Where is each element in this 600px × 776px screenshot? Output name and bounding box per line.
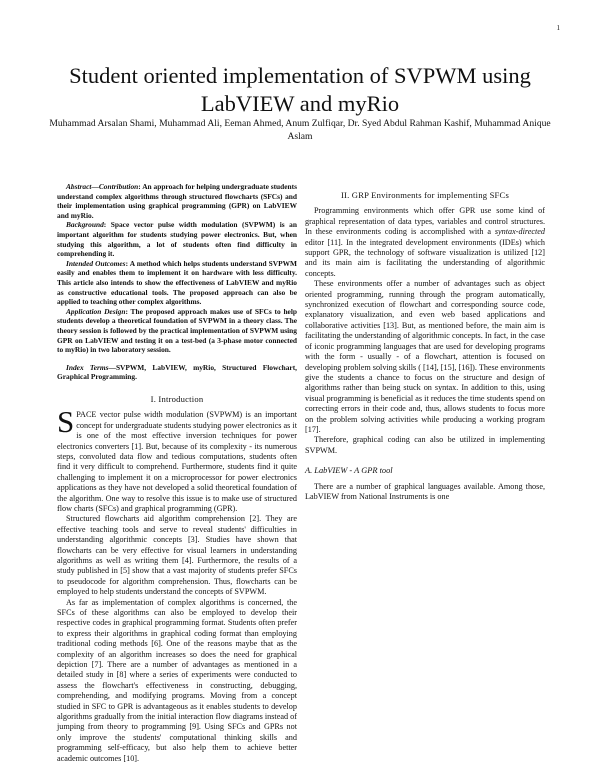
abstract — [57, 182, 297, 382]
outcomes-label: Intended Outcomes — [66, 258, 126, 268]
intro-paragraph-2: Structured flowcharts aid algorithm comprehension [2]. They are effective teaching tools and serve to reveal students' difficulties in understanding algorithmic concepts [3]. Studies have shown that flowcharts can be very effective for visual learners in understanding algorithms as well as writing them [4]. Furthermore, the results of a study published in [5] show that a vast majority of students prefer SFCs to pseudocode for algorithm comprehension. Thus, flowcharts can be employed to help students understand the concepts of SVPWM. — [57, 514, 297, 597]
paper-title: Student oriented implementation of SVPWM using LabVIEW and myRio — [69, 63, 531, 116]
index-terms: Index Terms—SVPWM, LabVIEW, myRio, Structured Flowchart, Graphical Programming. — [57, 362, 298, 382]
subsection-heading-labview: A. LabVIEW - A GPR tool — [305, 466, 393, 476]
author-list: Muhammad Arsalan Shami, Muhammad Ali, Eeman Ahmed, Anum Zulfiqar, Dr. Syed Abdul Rahman Kashif, Muhammad Anique Aslam — [49, 118, 551, 142]
abstract-contribution: Abstract—Contribution: An approach for helping undergraduate students understand complex algorithms through structured flowcharts (SFCs) and their implementation using graphical programming (GPR) on LabVIEW and myRio. — [57, 182, 297, 220]
drop-cap: S — [57, 404, 75, 440]
section-heading-introduction: I. Introduction — [150, 393, 204, 404]
abstract-label: Abstract—Contribution — [66, 182, 139, 191]
design-label: Application Design — [66, 306, 126, 316]
page-number: 1 — [556, 24, 560, 32]
abstract-design: Application Design: The proposed approach makes use of SFCs to help students develop a theoretical foundation of SVPWM in a theory class. The theory session is followed by the practical implementation of SVPWM using GPR on LabVIEW and testing it on a test-bed (a 3-phase motor connected to myRio) in two laboratory session. — [57, 306, 297, 355]
right-column — [305, 182, 545, 502]
left-column — [57, 182, 297, 764]
labview-paragraph-1: There are a number of graphical languages available. Among those, LabVIEW from National Instruments is one — [305, 481, 545, 501]
abstract-outcomes: Intended Outcomes: A method which helps students understand SVPWM easily and enables them to implement it on hardware with less difficulty. This article also intends to show the effectiveness of LabVIEW and myRio as constructive educational tools. The proposed approach can also be applied to teaching other complex algorithms. — [57, 258, 297, 307]
index-terms-label: Index Terms — [66, 362, 109, 372]
grp-paragraph-3: Therefore, graphical coding can also be utilized in implementing SVPWM. — [305, 435, 545, 455]
grp-paragraph-2: These environments offer a number of advantages such as object oriented programming, running through the program automatically, synchronized execution of flowchart and corresponding source code, explanatory visualization, and even web based applications and collaborative activities [13]. But, as mentioned before, the main aim is facilitating the understanding of algorithmic concepts. In fact, in the case of iconic programming languages that are used for developing programs with the form - usually - of a flowchart, attention is focused on developing problem solving skills ( [14], [15], [16]). These environments give the students a chance to focus on the structure and design of algorithms rather than being stuck on syntax. In addition to this, using visual programming is beneficial as it reduces the time students spend on correcting errors in their code and, thus, allows students to focus more on the problem solving activities while producing a working program [17]. — [305, 279, 545, 434]
background-label: Background — [66, 220, 104, 230]
intro-paragraph-1: SPACE vector pulse width modulation (SVPWM) is an important concept for undergraduate students studying power electronics as it is one of the most effective inversion techniques for power electronics converters [1]. But, because of its complexity - its numerous steps, convoluted data flow and tedious computations, students often find it very difficult to comprehend. Furthermore, students find it quite challenging to implement it on a microprocessor for power electronics applications as they have not developed a solid theoretical foundation of the algorithm. One way to resolve this issue is to make use of structured flow charts (SFCs) and graphical programming (GPR). — [57, 404, 297, 513]
abstract-background: Background: Space vector pulse width modulation (SVPWM) is an important algorithm for students studying power electronics. But, when studying this algorithm, a lot of students often find difficulty in comprehending it. — [57, 220, 297, 259]
intro-paragraph-3: As far as implementation of complex algorithms is concerned, the SFCs of these algorithms can also be employed to develop their respective codes in graphical programming format. Students often prefer to express their algorithms in graphical coding format than employing traditional coding methods [6]. One of the reasons maybe that as the complexity of an algorithm increases so does the need for graphical depiction [7]. There are a number of advantages as mentioned in a detailed study in [8] where a series of experiments were conducted to assess the flowchart's effectiveness in constructing, debugging, comprehending, and modifying programs. Moving from a concept studied in SFC to GPR is advantageous as it enables students to develop algorithms gradually from the initial interaction flow diagrams instead of jumping from theory to programming [9]. Using SFCs and GPRs not only improve the students' computational thinking skills and programming self-efficacy, but also help them to achieve better academic outcomes [10]. — [57, 597, 297, 763]
grp-paragraph-1: Programming environments which offer GPR use some kind of graphical representation of data types, variables and control structures. In these environments coding is accomplished with a syntax-directed editor [11]. In the integrated development environments (IDEs) which support GPR, the technology of software visualization is utilized [12] and its main aim is facilitating the understanding of algorithmic concepts. — [305, 206, 545, 278]
section-heading-grp-environments: II. GRP Environments for implementing SFCs — [340, 190, 510, 200]
